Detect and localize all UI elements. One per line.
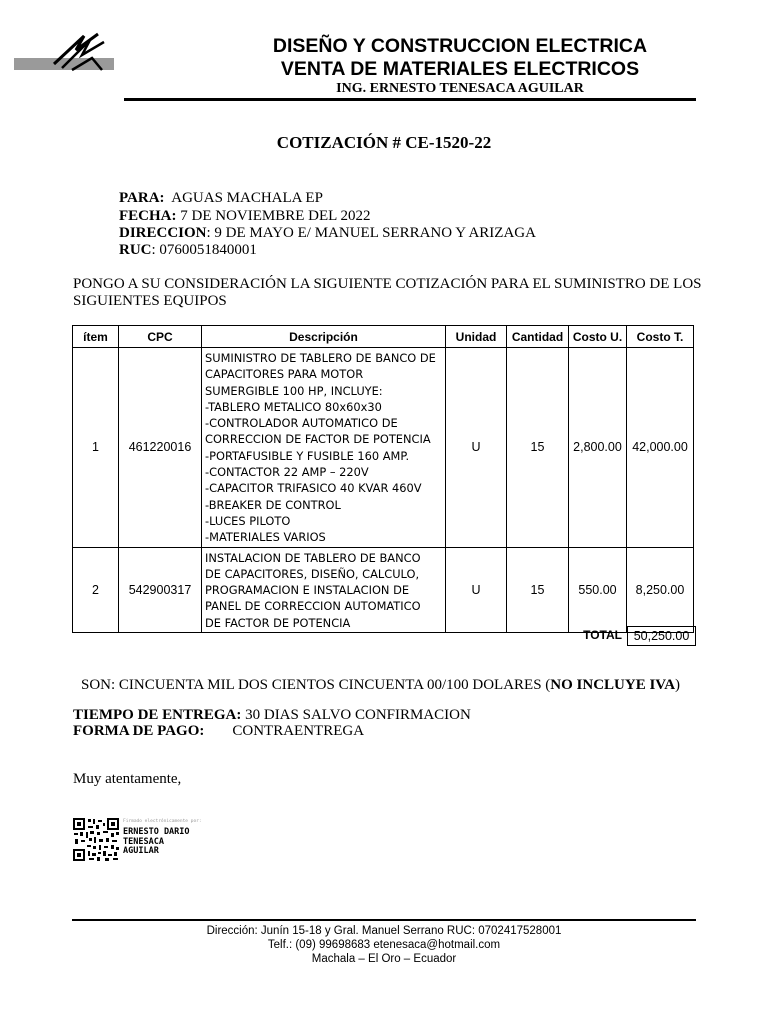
col-costo-u: Costo U. <box>569 326 627 348</box>
cell-costo-u: 550.00 <box>569 547 627 632</box>
closing-text: Muy atentamente, <box>73 771 182 787</box>
col-cantidad: Cantidad <box>507 326 569 348</box>
signature-name: ERNESTO DARIO TENESACA AGUILAR <box>123 827 190 856</box>
table-header-row <box>73 326 694 348</box>
cell-item: 2 <box>73 547 119 632</box>
cell-cpc: 461220016 <box>119 348 202 548</box>
cell-descripcion: SUMINISTRO DE TABLERO DE BANCO DE CAPACITORES PARA MOTOR SUMERGIBLE 100 HP, INCLUYE: -TABLERO METALICO 80x60x30 -CONTROLADOR AUTOMATICO DE CORRECCION DE FACTOR DE POTENCIA -PORTAFUSIBLE Y FUSIBLE 160 AMP. -CONTACTOR 22 AMP – 220V -CAPACITOR TRIFASICO 40 KVAR 460V -BREAKER DE CONTROL -LUCES PILOTO -MATERIALES VARIOS <box>202 348 446 548</box>
table-row <box>73 348 694 548</box>
footer-divider <box>72 919 696 921</box>
cell-costo-u: 2,800.00 <box>569 348 627 548</box>
client-ruc: RUC: 0760051840001 <box>119 242 257 258</box>
cell-cantidad: 15 <box>507 547 569 632</box>
cell-unidad: U <box>446 547 507 632</box>
col-costo-t: Costo T. <box>627 326 694 348</box>
col-item: ítem <box>73 326 119 348</box>
cell-costo-t: 8,250.00 <box>627 547 694 632</box>
col-descripcion: Descripción <box>202 326 446 348</box>
total-value: 50,250.00 <box>627 626 696 646</box>
payment-method: FORMA DE PAGO: CONTRAENTREGA <box>73 723 365 739</box>
intro-text: PONGO A SU CONSIDERACIÓN LA SIGUIENTE COTIZACIÓN PARA EL SUMINISTRO DE LOS SIGUIENTES EQUIPOS <box>73 276 702 309</box>
header-divider <box>124 98 696 101</box>
company-tagline: VENTA DE MATERIALES ELECTRICOS <box>280 58 640 80</box>
amount-in-words: SON: CINCUENTA MIL DOS CIENTOS CINCUENTA 00/100 DOLARES (NO INCLUYE IVA) <box>81 677 681 693</box>
table-row <box>73 547 694 632</box>
company-name: DISEÑO Y CONSTRUCCION ELECTRICA <box>272 35 648 57</box>
col-cpc: CPC <box>119 326 202 348</box>
cell-costo-t: 42,000.00 <box>627 348 694 548</box>
cell-cantidad: 15 <box>507 348 569 548</box>
client-direccion: DIRECCION: 9 DE MAYO E/ MANUEL SERRANO Y ARIZAGA <box>119 225 536 241</box>
delivery-time: TIEMPO DE ENTREGA: 30 DIAS SALVO CONFIRMACION <box>73 707 471 723</box>
footer-contact: Telf.: (09) 99698683 etenesaca@hotmail.com <box>267 939 501 951</box>
quote-title: COTIZACIÓN # CE-1520-22 <box>276 133 492 152</box>
footer-address: Dirección: Junín 15-18 y Gral. Manuel Serrano RUC: 0702417528001 <box>206 925 562 937</box>
items-table <box>72 325 694 633</box>
client-fecha: FECHA: 7 DE NOVIEMBRE DEL 2022 <box>119 208 371 224</box>
col-unidad: Unidad <box>446 326 507 348</box>
lightning-logo-icon <box>14 28 114 78</box>
qr-code-icon <box>72 817 120 862</box>
footer-city: Machala – El Oro – Ecuador <box>311 953 457 965</box>
cell-descripcion: INSTALACION DE TABLERO DE BANCO DE CAPACITORES, DISEÑO, CALCULO, PROGRAMACION E INSTALACION DE PANEL DE CORRECCION AUTOMATICO DE FACTOR DE POTENCIA <box>202 547 446 632</box>
cell-item: 1 <box>73 348 119 548</box>
cell-cpc: 542900317 <box>119 547 202 632</box>
signature-caption: Firmado electrónicamente por: <box>123 819 202 824</box>
engineer-name: ING. ERNESTO TENESACA AGUILAR <box>336 81 584 96</box>
total-label: TOTAL <box>583 628 622 642</box>
client-para: PARA: AGUAS MACHALA EP <box>119 190 323 206</box>
cell-unidad: U <box>446 348 507 548</box>
